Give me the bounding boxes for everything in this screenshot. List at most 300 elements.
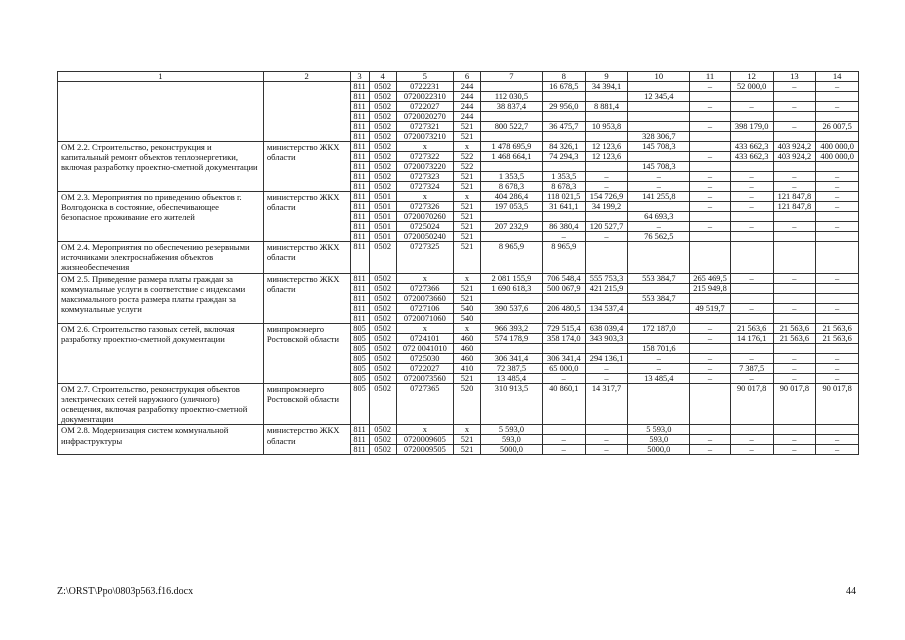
table-cell	[690, 92, 731, 102]
table-cell: –	[690, 122, 731, 132]
table-cell: –	[690, 152, 731, 162]
table-cell: 521	[454, 293, 481, 303]
table-cell: 0502	[369, 162, 396, 172]
table-cell: 206 480,5	[542, 303, 585, 313]
table-cell: 0501	[369, 202, 396, 212]
table-cell	[816, 293, 859, 303]
table-cell	[730, 283, 773, 293]
table-cell: –	[816, 303, 859, 313]
table-cell: 1 478 695,9	[481, 142, 543, 152]
table-row	[58, 425, 859, 435]
table-cell: 0727365	[396, 383, 453, 425]
table-cell: –	[690, 435, 731, 445]
table-cell: 805	[350, 383, 369, 425]
table-cell	[730, 162, 773, 172]
table-cell	[816, 162, 859, 172]
table-cell	[690, 425, 731, 435]
table-cell	[730, 242, 773, 274]
table-row	[58, 273, 859, 283]
table-cell: 521	[454, 222, 481, 232]
table-cell: –	[690, 445, 731, 455]
table-cell: 0727324	[396, 182, 453, 192]
table-cell: 522	[454, 162, 481, 172]
table-cell: 21 563,6	[773, 333, 816, 343]
table-cell	[690, 162, 731, 172]
table-cell: 553 384,7	[628, 293, 690, 303]
table-cell	[628, 112, 690, 122]
table-cell	[628, 383, 690, 425]
table-cell: 0502	[369, 353, 396, 363]
table-cell: –	[816, 172, 859, 182]
table-cell: 0502	[369, 333, 396, 343]
table-cell: 8 965,9	[481, 242, 543, 274]
table-cell: –	[690, 333, 731, 343]
table-cell: 306 341,4	[542, 353, 585, 363]
table-cell	[773, 313, 816, 323]
table-cell: 358 174,0	[542, 333, 585, 343]
table-header-row	[58, 72, 859, 82]
table-cell	[690, 232, 731, 242]
table-cell: 49 519,7	[690, 303, 731, 313]
table-cell: 8 678,3	[542, 182, 585, 192]
table-cell	[773, 242, 816, 274]
table-row	[58, 323, 859, 333]
table-cell: –	[585, 435, 628, 445]
table-cell: 0502	[369, 425, 396, 435]
table-cell: 0720073220	[396, 162, 453, 172]
table-cell: 521	[454, 373, 481, 383]
table-cell: 593,0	[628, 435, 690, 445]
table-cell	[730, 92, 773, 102]
table-cell	[730, 112, 773, 122]
table-cell: 5 593,0	[481, 425, 543, 435]
table-cell: –	[690, 182, 731, 192]
table-cell: –	[730, 373, 773, 383]
table-cell: 811	[350, 162, 369, 172]
table-cell: 1 690 618,3	[481, 283, 543, 293]
table-cell: –	[773, 445, 816, 455]
table-cell	[730, 425, 773, 435]
table-cell: 34 199,2	[585, 202, 628, 212]
table-cell: 404 286,4	[481, 192, 543, 202]
table-cell: 52 000,0	[730, 82, 773, 92]
table-cell	[816, 313, 859, 323]
table-cell: 0727325	[396, 242, 453, 274]
table-cell: 90 017,8	[730, 383, 773, 425]
table-cell: 460	[454, 353, 481, 363]
table-cell: –	[542, 435, 585, 445]
table-cell: 13 485,4	[481, 373, 543, 383]
table-cell: 0501	[369, 232, 396, 242]
table-cell: –	[773, 363, 816, 373]
table-cell	[585, 293, 628, 303]
table-cell: 0502	[369, 293, 396, 303]
table-cell	[773, 283, 816, 293]
table-cell: 0720073660	[396, 293, 453, 303]
table-cell: –	[628, 363, 690, 373]
table-cell: 90 017,8	[773, 383, 816, 425]
table-cell: –	[816, 82, 859, 92]
table-cell: 729 515,4	[542, 323, 585, 333]
table-cell	[628, 242, 690, 274]
table-cell	[773, 293, 816, 303]
table-cell: 0727321	[396, 122, 453, 132]
table-cell: 0502	[369, 122, 396, 132]
table-cell: 0501	[369, 192, 396, 202]
table-cell: 0502	[369, 92, 396, 102]
table-cell: x	[454, 273, 481, 283]
table-cell	[481, 232, 543, 242]
table-cell: 0725024	[396, 222, 453, 232]
table-cell	[628, 202, 690, 212]
table-cell: 811	[350, 303, 369, 313]
table-cell: 21 563,6	[816, 323, 859, 333]
table-cell	[730, 293, 773, 303]
table-cell: –	[542, 445, 585, 455]
table-cell: 0720009605	[396, 435, 453, 445]
table-cell: 121 847,8	[773, 192, 816, 202]
table-cell	[542, 313, 585, 323]
table-cell: 500 067,9	[542, 283, 585, 293]
table-cell: 8 678,3	[481, 182, 543, 192]
table-cell: 811	[350, 283, 369, 293]
table-cell: 0502	[369, 445, 396, 455]
table-cell	[690, 343, 731, 353]
table-cell: 207 232,9	[481, 222, 543, 232]
table-cell: 13 485,4	[628, 373, 690, 383]
table-cell: –	[816, 273, 859, 283]
table-cell: 0720020270	[396, 112, 453, 122]
executor-cell	[263, 82, 350, 142]
table-cell	[628, 283, 690, 293]
measure-name-cell: ОМ 2.2. Строительство, реконструкция и капитальный ремонт объектов теплоэнергетики, включая разработку проектно-сметной документации	[58, 142, 264, 192]
table-cell	[690, 132, 731, 142]
table-cell: 0502	[369, 242, 396, 274]
table-cell: 12 123,6	[585, 152, 628, 162]
table-cell: –	[773, 353, 816, 363]
table-cell: 811	[350, 192, 369, 202]
table-cell	[816, 283, 859, 293]
table-cell: 811	[350, 102, 369, 112]
table-cell	[773, 425, 816, 435]
table-cell: 5 593,0	[628, 425, 690, 435]
table-cell	[773, 112, 816, 122]
table-cell: –	[816, 182, 859, 192]
table-cell: 7 387,5	[730, 363, 773, 373]
table-cell: 433 662,3	[730, 152, 773, 162]
table-cell: –	[542, 373, 585, 383]
table-cell: 966 393,2	[481, 323, 543, 333]
table-cell: 0725030	[396, 353, 453, 363]
table-cell: 0724101	[396, 333, 453, 343]
table-cell	[542, 112, 585, 122]
table-cell: 811	[350, 92, 369, 102]
table-cell: 521	[454, 445, 481, 455]
table-row	[58, 142, 859, 152]
document-path: Z:\ORST\Ppo\0803p563.f16.docx	[57, 586, 194, 597]
table-cell: 306 341,4	[481, 353, 543, 363]
table-cell: 310 913,5	[481, 383, 543, 425]
table-cell: 521	[454, 283, 481, 293]
table-cell: –	[690, 353, 731, 363]
table-cell	[481, 212, 543, 222]
table-cell: 0502	[369, 283, 396, 293]
table-cell	[481, 132, 543, 142]
table-cell: x	[396, 273, 453, 283]
table-cell: 400 000,0	[816, 152, 859, 162]
table-cell: 811	[350, 242, 369, 274]
table-cell: –	[773, 273, 816, 283]
table-cell: –	[730, 353, 773, 363]
table-cell: –	[690, 192, 731, 202]
table-cell: –	[628, 222, 690, 232]
table-cell: 410	[454, 363, 481, 373]
table-cell: 72 387,5	[481, 363, 543, 373]
table-cell	[773, 132, 816, 142]
table-cell	[816, 232, 859, 242]
table-cell: 0727323	[396, 172, 453, 182]
executor-cell: министерство ЖКХ области	[263, 142, 350, 192]
table-cell: 244	[454, 112, 481, 122]
table-cell: –	[585, 373, 628, 383]
table-cell	[585, 212, 628, 222]
table-cell: x	[396, 192, 453, 202]
table-cell: 521	[454, 182, 481, 192]
table-cell: 811	[350, 232, 369, 242]
table-cell: 0722027	[396, 102, 453, 112]
table-cell: –	[730, 172, 773, 182]
column-header: 4	[369, 72, 396, 82]
table-cell: 0501	[369, 212, 396, 222]
table-cell: 0502	[369, 323, 396, 333]
table-cell	[481, 313, 543, 323]
table-cell: 1 468 664,1	[481, 152, 543, 162]
table-cell: –	[773, 222, 816, 232]
table-cell	[585, 313, 628, 323]
table-cell: –	[816, 192, 859, 202]
table-cell: 158 701,6	[628, 343, 690, 353]
table-cell: 244	[454, 102, 481, 112]
table-cell: 811	[350, 122, 369, 132]
table-cell: x	[454, 192, 481, 202]
table-cell: x	[396, 425, 453, 435]
table-cell: –	[816, 202, 859, 212]
column-header: 13	[773, 72, 816, 82]
measure-name-cell: ОМ 2.8. Модернизация систем коммунальной инфраструктуры	[58, 425, 264, 455]
table-cell	[542, 425, 585, 435]
table-cell: –	[542, 232, 585, 242]
table-cell: x	[396, 323, 453, 333]
table-cell: 0720071060	[396, 313, 453, 323]
table-cell	[690, 313, 731, 323]
table-cell: 14 176,1	[730, 333, 773, 343]
table-cell: 400 000,0	[816, 142, 859, 152]
table-cell: 34 394,1	[585, 82, 628, 92]
table-cell: 14 317,7	[585, 383, 628, 425]
table-cell: 244	[454, 82, 481, 92]
table-cell	[628, 82, 690, 92]
table-cell: 521	[454, 212, 481, 222]
table-cell: 118 021,5	[542, 192, 585, 202]
table-cell	[690, 212, 731, 222]
table-cell: 84 326,1	[542, 142, 585, 152]
table-cell	[628, 333, 690, 343]
table-cell: –	[690, 82, 731, 92]
table-cell: 555 753,3	[585, 273, 628, 283]
table-cell: 0502	[369, 112, 396, 122]
table-cell: 521	[454, 232, 481, 242]
table-cell: x	[454, 323, 481, 333]
table-cell: –	[773, 172, 816, 182]
table-cell	[481, 343, 543, 353]
table-cell	[816, 425, 859, 435]
executor-cell: министерство ЖКХ области	[263, 425, 350, 455]
table-cell: 811	[350, 313, 369, 323]
budget-table	[57, 71, 859, 455]
table-cell: 433 662,3	[730, 142, 773, 152]
table-cell: 21 563,6	[730, 323, 773, 333]
table-cell: 0720073560	[396, 373, 453, 383]
column-header: 5	[396, 72, 453, 82]
table-cell	[628, 313, 690, 323]
table-cell	[816, 132, 859, 142]
table-cell	[730, 212, 773, 222]
table-cell: 343 903,3	[585, 333, 628, 343]
table-cell	[816, 212, 859, 222]
table-cell: –	[585, 172, 628, 182]
table-cell: 31 641,1	[542, 202, 585, 212]
table-cell: 86 380,4	[542, 222, 585, 232]
table-cell: 521	[454, 435, 481, 445]
table-cell: 121 847,8	[773, 202, 816, 212]
table-cell: 540	[454, 303, 481, 313]
table-cell	[481, 162, 543, 172]
table-cell	[690, 142, 731, 152]
table-cell: 521	[454, 132, 481, 142]
table-cell: –	[690, 102, 731, 112]
table-cell: 36 475,7	[542, 122, 585, 132]
table-cell: 0502	[369, 152, 396, 162]
table-cell: 811	[350, 132, 369, 142]
table-cell: 8 965,9	[542, 242, 585, 274]
table-cell: 0502	[369, 273, 396, 283]
table-cell	[816, 92, 859, 102]
executor-cell: минпромэнерго Ростовской области	[263, 383, 350, 425]
table-cell: 522	[454, 152, 481, 162]
table-cell	[690, 112, 731, 122]
table-cell: 172 187,0	[628, 323, 690, 333]
table-cell: 521	[454, 172, 481, 182]
table-cell: 0502	[369, 383, 396, 425]
table-cell: 811	[350, 142, 369, 152]
table-cell: 90 017,8	[816, 383, 859, 425]
table-cell: 197 053,5	[481, 202, 543, 212]
table-cell: 521	[454, 202, 481, 212]
table-cell	[585, 343, 628, 353]
table-cell: –	[730, 222, 773, 232]
table-cell: 10 953,8	[585, 122, 628, 132]
table-cell: –	[690, 222, 731, 232]
table-cell: 403 924,2	[773, 152, 816, 162]
table-cell: 811	[350, 445, 369, 455]
table-cell: 460	[454, 343, 481, 353]
table-cell: 12 123,6	[585, 142, 628, 152]
table-cell: 0720070260	[396, 212, 453, 222]
table-cell: –	[730, 273, 773, 283]
table-cell: 520	[454, 383, 481, 425]
table-cell: 0727326	[396, 202, 453, 212]
table-cell: 0722027	[396, 363, 453, 373]
table-cell: 574 178,9	[481, 333, 543, 343]
measure-name-cell: ОМ 2.4. Мероприятия по обеспечению резервными источниками электроснабжения объектов жизнеобеспечения	[58, 242, 264, 274]
table-cell	[542, 212, 585, 222]
table-cell	[585, 162, 628, 172]
table-cell: 294 136,1	[585, 353, 628, 363]
table-cell: 521	[454, 242, 481, 274]
table-cell: 0502	[369, 82, 396, 92]
table-cell: –	[690, 172, 731, 182]
table-cell	[730, 343, 773, 353]
table-cell: 0720050240	[396, 232, 453, 242]
table-cell: x	[454, 142, 481, 152]
table-row	[58, 383, 859, 425]
table-cell: –	[730, 192, 773, 202]
column-header: 12	[730, 72, 773, 82]
table-cell: 5000,0	[628, 445, 690, 455]
executor-cell: минпромэнерго Ростовской области	[263, 323, 350, 383]
table-cell: 0722231	[396, 82, 453, 92]
table-cell	[628, 152, 690, 162]
table-cell: 553 384,7	[628, 273, 690, 283]
column-header: 2	[263, 72, 350, 82]
measure-name-cell	[58, 82, 264, 142]
table-cell: 421 215,9	[585, 283, 628, 293]
table-cell: 0727322	[396, 152, 453, 162]
table-cell: –	[730, 445, 773, 455]
table-cell: –	[585, 363, 628, 373]
table-cell: –	[816, 373, 859, 383]
column-header: 9	[585, 72, 628, 82]
table-cell: 540	[454, 313, 481, 323]
table-cell: 21 563,6	[816, 333, 859, 343]
table-cell: 403 924,2	[773, 142, 816, 152]
table-cell: 76 562,5	[628, 232, 690, 242]
table-cell: 0720073210	[396, 132, 453, 142]
table-cell: 2 081 155,9	[481, 273, 543, 283]
table-cell: x	[454, 425, 481, 435]
table-cell: –	[816, 102, 859, 112]
table-cell: 16 678,5	[542, 82, 585, 92]
table-cell	[628, 122, 690, 132]
table-cell: 805	[350, 323, 369, 333]
table-cell: 460	[454, 333, 481, 343]
table-cell: –	[773, 303, 816, 313]
table-cell: 145 708,3	[628, 142, 690, 152]
table-cell	[690, 242, 731, 274]
table-cell	[628, 102, 690, 112]
table-cell: 64 693,3	[628, 212, 690, 222]
table-cell	[628, 303, 690, 313]
table-cell: –	[816, 435, 859, 445]
table-cell: –	[690, 323, 731, 333]
table-cell: 811	[350, 293, 369, 303]
column-header: 6	[454, 72, 481, 82]
column-header: 8	[542, 72, 585, 82]
table-cell: 811	[350, 152, 369, 162]
table-cell	[773, 212, 816, 222]
table-cell	[690, 383, 731, 425]
table-cell: 0501	[369, 222, 396, 232]
